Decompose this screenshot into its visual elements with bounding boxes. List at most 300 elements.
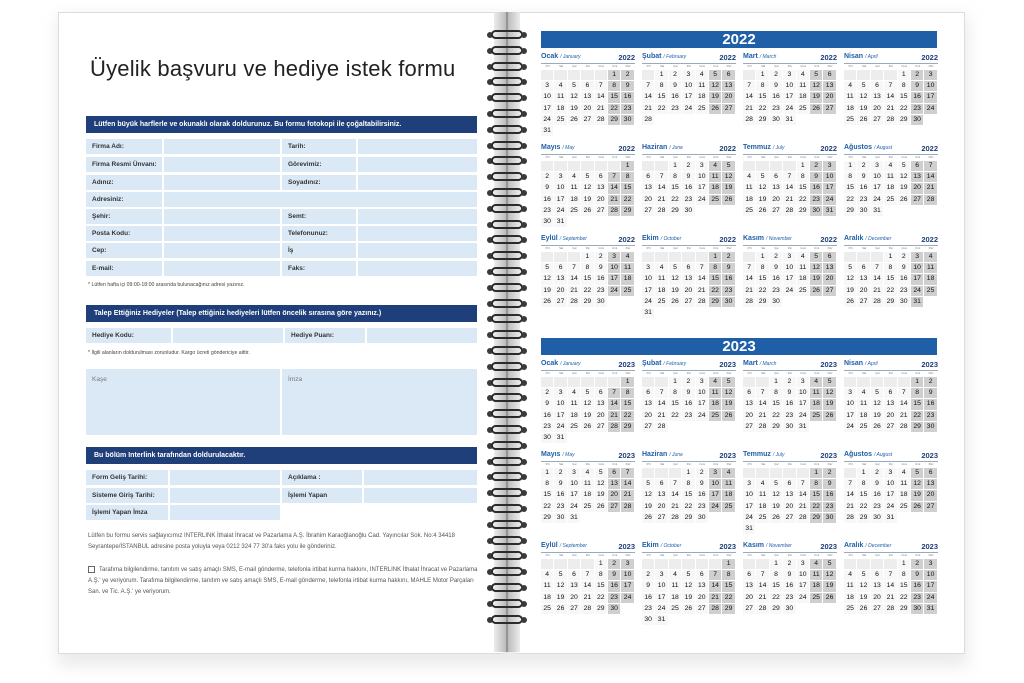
day-cell[interactable]: 13 <box>823 81 835 91</box>
day-cell[interactable]: 24 <box>568 502 580 512</box>
day-cell[interactable]: 20 <box>642 411 654 421</box>
day-cell[interactable]: 25 <box>696 104 708 114</box>
day-cell[interactable]: 10 <box>884 479 896 489</box>
day-cell[interactable]: 16 <box>911 581 923 591</box>
day-cell[interactable]: 25 <box>884 195 896 205</box>
day-cell[interactable]: 29 <box>756 297 768 307</box>
day-cell[interactable]: 7 <box>743 263 755 273</box>
day-cell[interactable]: 28 <box>709 604 721 614</box>
day-cell[interactable]: 26 <box>595 502 607 512</box>
day-cell[interactable]: 23 <box>541 206 553 216</box>
gift-points-input[interactable] <box>367 328 477 343</box>
day-cell[interactable]: 3 <box>642 263 654 273</box>
day-cell[interactable]: 10 <box>844 399 856 409</box>
day-cell[interactable]: 30 <box>541 433 553 443</box>
day-cell[interactable]: 29 <box>541 513 553 523</box>
day-cell[interactable]: 4 <box>844 570 856 580</box>
day-cell[interactable]: 19 <box>682 593 694 603</box>
day-cell[interactable]: 8 <box>898 81 910 91</box>
day-cell[interactable]: 10 <box>871 172 883 182</box>
day-cell[interactable]: 11 <box>709 172 721 182</box>
day-cell[interactable]: 11 <box>722 479 734 489</box>
day-cell[interactable]: 8 <box>655 81 667 91</box>
day-cell[interactable]: 17 <box>696 183 708 193</box>
day-cell[interactable]: 7 <box>621 468 633 478</box>
day-cell[interactable]: 28 <box>595 115 607 125</box>
day-cell[interactable]: 30 <box>783 604 795 614</box>
day-cell[interactable]: 9 <box>541 399 553 409</box>
day-cell[interactable]: 5 <box>642 479 654 489</box>
field-input[interactable] <box>358 175 477 190</box>
day-cell[interactable]: 13 <box>924 479 936 489</box>
day-cell[interactable]: 16 <box>722 274 734 284</box>
day-cell[interactable]: 4 <box>568 172 580 182</box>
day-cell[interactable]: 1 <box>608 70 620 80</box>
day-cell[interactable]: 16 <box>682 399 694 409</box>
day-cell[interactable]: 24 <box>743 513 755 523</box>
day-cell[interactable]: 27 <box>770 206 782 216</box>
day-cell[interactable]: 22 <box>581 286 593 296</box>
day-cell[interactable]: 8 <box>756 263 768 273</box>
day-cell[interactable]: 5 <box>722 161 734 171</box>
day-cell[interactable]: 19 <box>810 92 822 102</box>
day-cell[interactable]: 21 <box>743 104 755 114</box>
day-cell[interactable]: 18 <box>884 183 896 193</box>
day-cell[interactable]: 19 <box>581 411 593 421</box>
day-cell[interactable]: 11 <box>844 92 856 102</box>
day-cell[interactable]: 18 <box>696 92 708 102</box>
day-cell[interactable]: 30 <box>682 206 694 216</box>
day-cell[interactable]: 5 <box>823 377 835 387</box>
day-cell[interactable]: 26 <box>823 593 835 603</box>
day-cell[interactable]: 2 <box>823 468 835 478</box>
day-cell[interactable]: 11 <box>568 399 580 409</box>
day-cell[interactable]: 7 <box>568 263 580 273</box>
day-cell[interactable]: 6 <box>568 570 580 580</box>
day-cell[interactable]: 12 <box>823 388 835 398</box>
day-cell[interactable]: 22 <box>844 195 856 205</box>
day-cell[interactable]: 5 <box>857 570 869 580</box>
day-cell[interactable]: 12 <box>722 388 734 398</box>
day-cell[interactable]: 6 <box>911 161 923 171</box>
day-cell[interactable]: 15 <box>595 581 607 591</box>
day-cell[interactable]: 27 <box>911 195 923 205</box>
day-cell[interactable]: 9 <box>682 172 694 182</box>
day-cell[interactable]: 28 <box>924 195 936 205</box>
day-cell[interactable]: 18 <box>810 399 822 409</box>
day-cell[interactable]: 8 <box>770 388 782 398</box>
day-cell[interactable]: 8 <box>669 172 681 182</box>
day-cell[interactable]: 24 <box>783 104 795 114</box>
day-cell[interactable]: 15 <box>797 183 809 193</box>
day-cell[interactable]: 26 <box>554 604 566 614</box>
day-cell[interactable]: 10 <box>642 274 654 284</box>
day-cell[interactable]: 3 <box>783 252 795 262</box>
day-cell[interactable]: 11 <box>898 479 910 489</box>
day-cell[interactable]: 20 <box>823 92 835 102</box>
day-cell[interactable]: 12 <box>823 570 835 580</box>
day-cell[interactable]: 11 <box>669 581 681 591</box>
day-cell[interactable]: 8 <box>595 570 607 580</box>
day-cell[interactable]: 18 <box>743 195 755 205</box>
day-cell[interactable]: 7 <box>696 263 708 273</box>
day-cell[interactable]: 21 <box>608 411 620 421</box>
day-cell[interactable]: 28 <box>621 502 633 512</box>
day-cell[interactable]: 17 <box>911 274 923 284</box>
day-cell[interactable]: 23 <box>722 286 734 296</box>
day-cell[interactable]: 23 <box>541 422 553 432</box>
day-cell[interactable]: 14 <box>655 183 667 193</box>
day-cell[interactable]: 29 <box>844 206 856 216</box>
day-cell[interactable]: 17 <box>709 490 721 500</box>
day-cell[interactable]: 26 <box>642 513 654 523</box>
day-cell[interactable]: 7 <box>756 388 768 398</box>
day-cell[interactable]: 13 <box>871 581 883 591</box>
day-cell[interactable]: 30 <box>871 513 883 523</box>
day-cell[interactable]: 28 <box>797 513 809 523</box>
day-cell[interactable]: 2 <box>783 377 795 387</box>
day-cell[interactable]: 12 <box>871 399 883 409</box>
day-cell[interactable]: 8 <box>898 570 910 580</box>
day-cell[interactable]: 17 <box>642 286 654 296</box>
day-cell[interactable]: 9 <box>595 263 607 273</box>
day-cell[interactable]: 20 <box>857 286 869 296</box>
day-cell[interactable]: 5 <box>911 468 923 478</box>
day-cell[interactable]: 30 <box>595 297 607 307</box>
day-cell[interactable]: 21 <box>595 104 607 114</box>
day-cell[interactable]: 3 <box>554 172 566 182</box>
day-cell[interactable]: 18 <box>568 195 580 205</box>
day-cell[interactable]: 5 <box>823 559 835 569</box>
day-cell[interactable]: 1 <box>756 252 768 262</box>
day-cell[interactable]: 15 <box>884 274 896 284</box>
day-cell[interactable]: 28 <box>655 206 667 216</box>
day-cell[interactable]: 13 <box>884 399 896 409</box>
day-cell[interactable]: 14 <box>884 92 896 102</box>
day-cell[interactable]: 20 <box>743 593 755 603</box>
field-input[interactable] <box>164 209 280 224</box>
day-cell[interactable]: 9 <box>871 479 883 489</box>
day-cell[interactable]: 23 <box>911 593 923 603</box>
day-cell[interactable]: 3 <box>797 559 809 569</box>
day-cell[interactable]: 26 <box>857 115 869 125</box>
day-cell[interactable]: 28 <box>642 115 654 125</box>
day-cell[interactable]: 10 <box>696 172 708 182</box>
day-cell[interactable]: 13 <box>595 183 607 193</box>
day-cell[interactable]: 9 <box>541 183 553 193</box>
day-cell[interactable]: 16 <box>857 183 869 193</box>
office-input[interactable] <box>170 505 280 520</box>
day-cell[interactable]: 3 <box>608 252 620 262</box>
day-cell[interactable]: 18 <box>810 581 822 591</box>
day-cell[interactable]: 9 <box>823 479 835 489</box>
day-cell[interactable]: 23 <box>696 502 708 512</box>
day-cell[interactable]: 17 <box>783 274 795 284</box>
day-cell[interactable]: 20 <box>568 593 580 603</box>
day-cell[interactable]: 18 <box>756 502 768 512</box>
day-cell[interactable]: 16 <box>823 490 835 500</box>
day-cell[interactable]: 24 <box>621 593 633 603</box>
day-cell[interactable]: 4 <box>709 161 721 171</box>
day-cell[interactable]: 12 <box>857 92 869 102</box>
day-cell[interactable]: 9 <box>696 479 708 489</box>
day-cell[interactable]: 28 <box>783 206 795 216</box>
day-cell[interactable]: 22 <box>722 593 734 603</box>
day-cell[interactable]: 29 <box>810 513 822 523</box>
day-cell[interactable]: 24 <box>554 422 566 432</box>
day-cell[interactable]: 1 <box>911 377 923 387</box>
day-cell[interactable]: 15 <box>898 92 910 102</box>
day-cell[interactable]: 29 <box>581 297 593 307</box>
day-cell[interactable]: 12 <box>595 479 607 489</box>
day-cell[interactable]: 11 <box>756 490 768 500</box>
day-cell[interactable]: 26 <box>682 604 694 614</box>
day-cell[interactable]: 10 <box>568 479 580 489</box>
day-cell[interactable]: 3 <box>696 161 708 171</box>
day-cell[interactable]: 10 <box>823 172 835 182</box>
day-cell[interactable]: 3 <box>924 559 936 569</box>
day-cell[interactable]: 18 <box>709 399 721 409</box>
day-cell[interactable]: 15 <box>756 92 768 102</box>
day-cell[interactable]: 8 <box>884 263 896 273</box>
day-cell[interactable]: 29 <box>911 422 923 432</box>
day-cell[interactable]: 3 <box>568 468 580 478</box>
day-cell[interactable]: 25 <box>756 513 768 523</box>
day-cell[interactable]: 24 <box>924 593 936 603</box>
day-cell[interactable]: 4 <box>810 559 822 569</box>
day-cell[interactable]: 13 <box>554 274 566 284</box>
day-cell[interactable]: 31 <box>568 513 580 523</box>
day-cell[interactable]: 26 <box>581 422 593 432</box>
day-cell[interactable]: 10 <box>797 388 809 398</box>
day-cell[interactable]: 17 <box>554 195 566 205</box>
day-cell[interactable]: 11 <box>810 388 822 398</box>
day-cell[interactable]: 10 <box>682 81 694 91</box>
day-cell[interactable]: 4 <box>924 252 936 262</box>
day-cell[interactable]: 15 <box>709 274 721 284</box>
day-cell[interactable]: 23 <box>783 593 795 603</box>
day-cell[interactable]: 8 <box>844 172 856 182</box>
day-cell[interactable]: 7 <box>709 570 721 580</box>
day-cell[interactable]: 3 <box>783 70 795 80</box>
day-cell[interactable]: 26 <box>722 411 734 421</box>
day-cell[interactable]: 8 <box>682 479 694 489</box>
day-cell[interactable]: 11 <box>568 183 580 193</box>
day-cell[interactable]: 17 <box>884 490 896 500</box>
field-input[interactable] <box>358 243 477 258</box>
day-cell[interactable]: 17 <box>655 593 667 603</box>
day-cell[interactable]: 6 <box>783 479 795 489</box>
day-cell[interactable]: 9 <box>924 388 936 398</box>
day-cell[interactable]: 9 <box>898 263 910 273</box>
day-cell[interactable]: 4 <box>722 468 734 478</box>
day-cell[interactable]: 18 <box>898 490 910 500</box>
signature-box[interactable] <box>282 369 477 435</box>
day-cell[interactable]: 7 <box>884 570 896 580</box>
day-cell[interactable]: 3 <box>823 161 835 171</box>
day-cell[interactable]: 2 <box>770 70 782 80</box>
day-cell[interactable]: 8 <box>709 263 721 273</box>
day-cell[interactable]: 18 <box>709 183 721 193</box>
day-cell[interactable]: 10 <box>621 570 633 580</box>
day-cell[interactable]: 24 <box>871 195 883 205</box>
day-cell[interactable]: 11 <box>797 81 809 91</box>
day-cell[interactable]: 15 <box>898 581 910 591</box>
day-cell[interactable]: 18 <box>621 274 633 284</box>
day-cell[interactable]: 27 <box>655 513 667 523</box>
day-cell[interactable]: 24 <box>709 502 721 512</box>
day-cell[interactable]: 23 <box>898 286 910 296</box>
day-cell[interactable]: 20 <box>722 92 734 102</box>
day-cell[interactable]: 23 <box>783 411 795 421</box>
day-cell[interactable]: 3 <box>709 468 721 478</box>
day-cell[interactable]: 7 <box>669 479 681 489</box>
day-cell[interactable]: 14 <box>655 399 667 409</box>
day-cell[interactable]: 6 <box>682 263 694 273</box>
day-cell[interactable]: 5 <box>669 263 681 273</box>
day-cell[interactable]: 17 <box>844 411 856 421</box>
day-cell[interactable]: 1 <box>884 252 896 262</box>
day-cell[interactable]: 22 <box>621 411 633 421</box>
day-cell[interactable]: 21 <box>783 195 795 205</box>
day-cell[interactable]: 23 <box>608 593 620 603</box>
field-input[interactable] <box>164 261 280 276</box>
consent-checkbox[interactable] <box>88 566 95 573</box>
day-cell[interactable]: 6 <box>655 479 667 489</box>
day-cell[interactable]: 31 <box>655 615 667 625</box>
day-cell[interactable]: 20 <box>770 195 782 205</box>
day-cell[interactable]: 30 <box>783 422 795 432</box>
day-cell[interactable]: 7 <box>581 570 593 580</box>
day-cell[interactable]: 4 <box>884 161 896 171</box>
day-cell[interactable]: 19 <box>911 490 923 500</box>
day-cell[interactable]: 20 <box>608 490 620 500</box>
day-cell[interactable]: 11 <box>743 183 755 193</box>
day-cell[interactable]: 12 <box>898 172 910 182</box>
day-cell[interactable]: 1 <box>898 70 910 80</box>
day-cell[interactable]: 31 <box>554 433 566 443</box>
day-cell[interactable]: 26 <box>911 502 923 512</box>
day-cell[interactable]: 17 <box>608 274 620 284</box>
day-cell[interactable]: 15 <box>756 274 768 284</box>
day-cell[interactable]: 10 <box>797 570 809 580</box>
field-input[interactable] <box>164 175 280 190</box>
day-cell[interactable]: 29 <box>608 115 620 125</box>
day-cell[interactable]: 21 <box>655 411 667 421</box>
day-cell[interactable]: 19 <box>709 92 721 102</box>
day-cell[interactable]: 2 <box>770 252 782 262</box>
day-cell[interactable]: 6 <box>871 570 883 580</box>
day-cell[interactable]: 7 <box>608 388 620 398</box>
day-cell[interactable]: 14 <box>924 172 936 182</box>
day-cell[interactable]: 2 <box>810 161 822 171</box>
day-cell[interactable]: 13 <box>568 581 580 591</box>
day-cell[interactable]: 26 <box>722 195 734 205</box>
day-cell[interactable]: 19 <box>581 195 593 205</box>
day-cell[interactable]: 10 <box>743 490 755 500</box>
day-cell[interactable]: 13 <box>608 479 620 489</box>
day-cell[interactable]: 24 <box>682 104 694 114</box>
day-cell[interactable]: 22 <box>595 593 607 603</box>
day-cell[interactable]: 6 <box>770 172 782 182</box>
day-cell[interactable]: 13 <box>871 92 883 102</box>
day-cell[interactable]: 25 <box>898 502 910 512</box>
day-cell[interactable]: 7 <box>595 81 607 91</box>
day-cell[interactable]: 23 <box>669 104 681 114</box>
day-cell[interactable]: 6 <box>743 388 755 398</box>
day-cell[interactable]: 7 <box>871 263 883 273</box>
day-cell[interactable]: 30 <box>911 115 923 125</box>
day-cell[interactable]: 3 <box>871 161 883 171</box>
day-cell[interactable]: 20 <box>554 286 566 296</box>
day-cell[interactable]: 22 <box>621 195 633 205</box>
day-cell[interactable]: 25 <box>541 604 553 614</box>
day-cell[interactable]: 11 <box>554 92 566 102</box>
day-cell[interactable]: 25 <box>810 593 822 603</box>
day-cell[interactable]: 30 <box>621 115 633 125</box>
day-cell[interactable]: 31 <box>642 308 654 318</box>
day-cell[interactable]: 23 <box>621 104 633 114</box>
day-cell[interactable]: 8 <box>857 479 869 489</box>
day-cell[interactable]: 3 <box>924 70 936 80</box>
day-cell[interactable]: 23 <box>770 286 782 296</box>
day-cell[interactable]: 12 <box>844 274 856 284</box>
day-cell[interactable]: 20 <box>884 411 896 421</box>
day-cell[interactable]: 16 <box>541 411 553 421</box>
day-cell[interactable]: 1 <box>655 70 667 80</box>
day-cell[interactable]: 15 <box>669 399 681 409</box>
day-cell[interactable]: 27 <box>884 422 896 432</box>
day-cell[interactable]: 19 <box>898 183 910 193</box>
day-cell[interactable]: 10 <box>554 183 566 193</box>
day-cell[interactable]: 23 <box>924 411 936 421</box>
day-cell[interactable]: 10 <box>696 388 708 398</box>
day-cell[interactable]: 2 <box>857 161 869 171</box>
day-cell[interactable]: 15 <box>621 183 633 193</box>
day-cell[interactable]: 22 <box>857 502 869 512</box>
day-cell[interactable]: 4 <box>844 81 856 91</box>
day-cell[interactable]: 8 <box>581 263 593 273</box>
day-cell[interactable]: 9 <box>621 81 633 91</box>
day-cell[interactable]: 4 <box>709 377 721 387</box>
day-cell[interactable]: 5 <box>844 263 856 273</box>
day-cell[interactable]: 30 <box>554 513 566 523</box>
day-cell[interactable]: 21 <box>756 593 768 603</box>
day-cell[interactable]: 7 <box>642 81 654 91</box>
day-cell[interactable]: 21 <box>621 490 633 500</box>
field-input[interactable] <box>164 139 280 154</box>
day-cell[interactable]: 18 <box>844 104 856 114</box>
day-cell[interactable]: 1 <box>810 468 822 478</box>
day-cell[interactable]: 9 <box>911 81 923 91</box>
day-cell[interactable]: 29 <box>621 422 633 432</box>
day-cell[interactable]: 12 <box>770 490 782 500</box>
day-cell[interactable]: 23 <box>911 104 923 114</box>
day-cell[interactable]: 30 <box>608 604 620 614</box>
day-cell[interactable]: 2 <box>898 252 910 262</box>
day-cell[interactable]: 14 <box>621 479 633 489</box>
day-cell[interactable]: 4 <box>696 70 708 80</box>
day-cell[interactable]: 14 <box>696 274 708 284</box>
day-cell[interactable]: 21 <box>884 593 896 603</box>
day-cell[interactable]: 9 <box>669 81 681 91</box>
day-cell[interactable]: 19 <box>568 104 580 114</box>
day-cell[interactable]: 17 <box>743 502 755 512</box>
field-input[interactable] <box>164 157 280 172</box>
day-cell[interactable]: 20 <box>682 286 694 296</box>
day-cell[interactable]: 22 <box>898 104 910 114</box>
day-cell[interactable]: 24 <box>797 411 809 421</box>
